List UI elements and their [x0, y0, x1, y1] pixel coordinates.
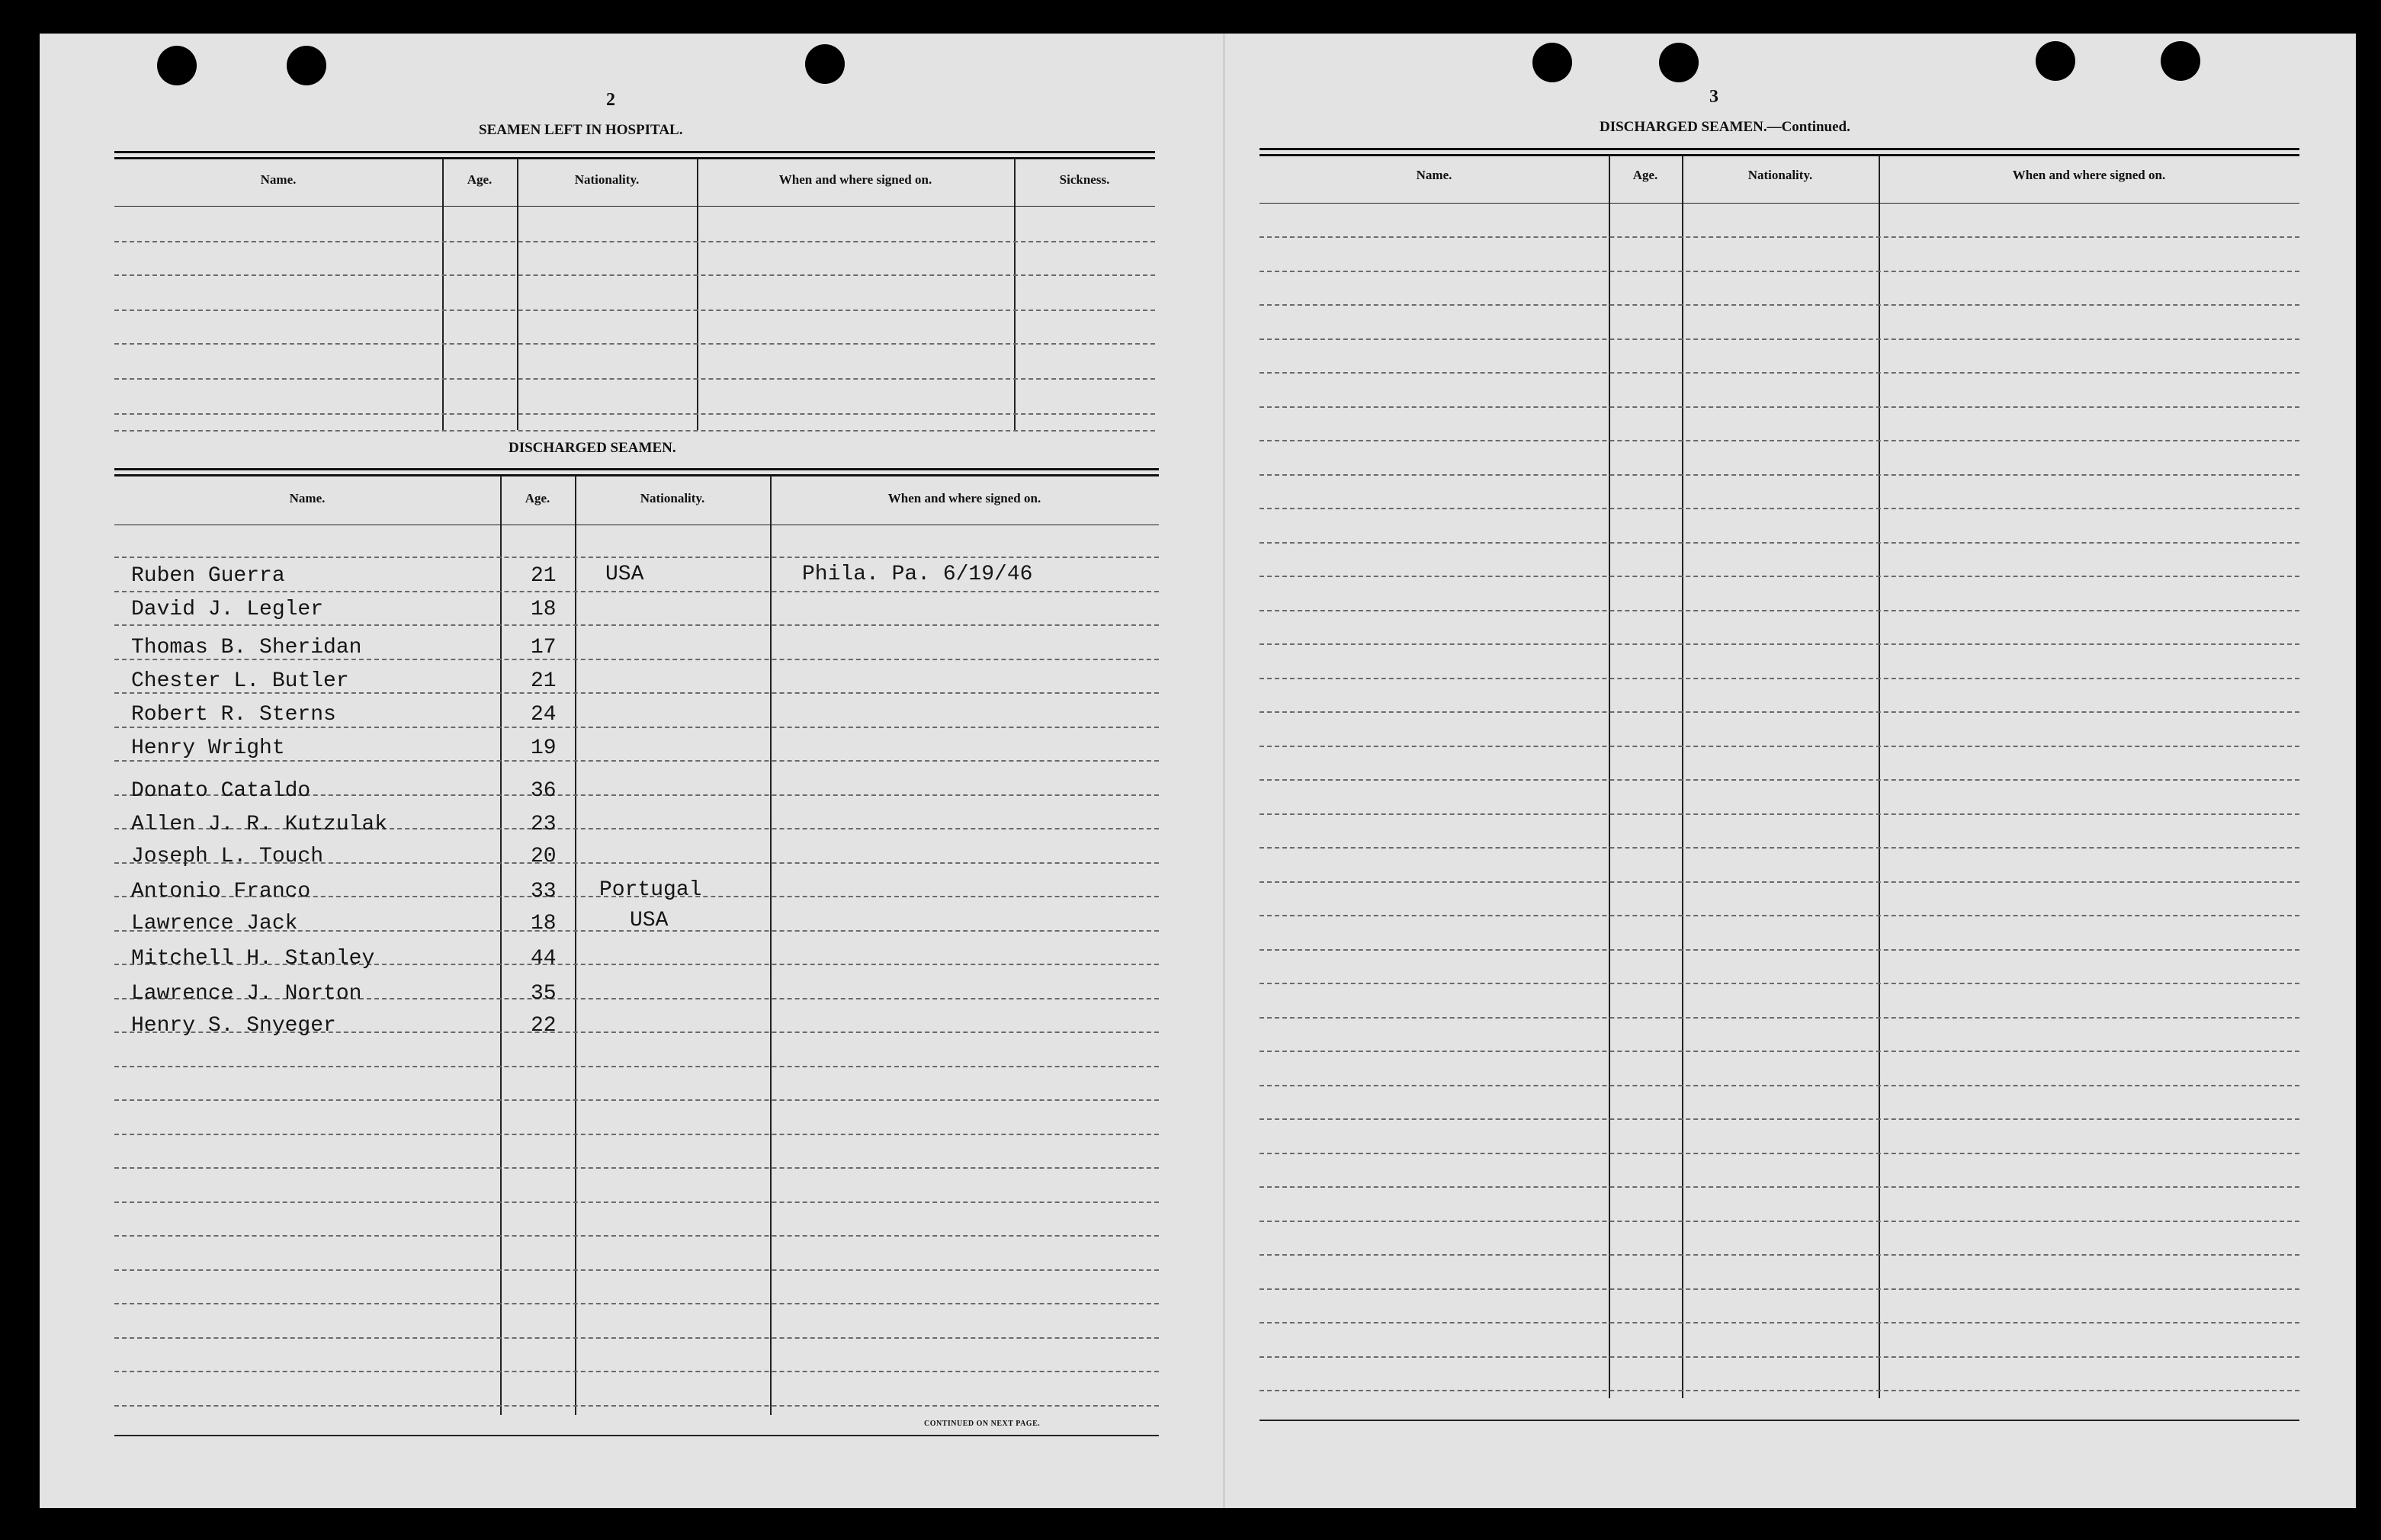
- ruled-line: [1259, 1153, 2299, 1154]
- ruled-line: [1259, 576, 2299, 577]
- seaman-age: 22: [531, 1014, 557, 1038]
- ruled-line: [1259, 711, 2299, 713]
- seaman-age: 35: [531, 982, 557, 1006]
- column-header: When and where signed on.: [2012, 168, 2166, 182]
- ruled-line: [114, 1167, 1159, 1169]
- ruled-line: [1259, 304, 2299, 306]
- seaman-nationality: Portugal: [599, 878, 702, 902]
- column-header: Name.: [1416, 168, 1452, 182]
- ruled-line: [114, 1066, 1159, 1067]
- ruled-line: [1259, 236, 2299, 238]
- ruled-line: [1259, 1221, 2299, 1222]
- continued-note: CONTINUED ON NEXT PAGE.: [924, 1420, 1041, 1428]
- ruled-line: [1259, 915, 2299, 916]
- binder-hole: [2036, 41, 2075, 81]
- seaman-age: 21: [531, 669, 557, 693]
- ruled-line: [1259, 1118, 2299, 1120]
- seaman-age: 18: [531, 912, 557, 935]
- ruled-line: [1259, 372, 2299, 374]
- center-fold: [1223, 34, 1225, 1508]
- seaman-age: 24: [531, 703, 557, 727]
- seaman-age: 19: [531, 736, 557, 760]
- hospital-section-title: SEAMEN LEFT IN HOSPITAL.: [479, 122, 683, 138]
- ruled-line: [114, 1371, 1159, 1372]
- ruled-line: [1259, 1356, 2299, 1358]
- seaman-signed-on: Phila. Pa. 6/19/46: [802, 563, 1033, 586]
- binder-hole: [1532, 43, 1572, 82]
- ruled-line: [1259, 406, 2299, 408]
- ruled-line: [114, 1134, 1159, 1135]
- binder-hole: [157, 46, 197, 85]
- ruled-line: [1259, 847, 2299, 849]
- seaman-name: Ruben Guerra: [131, 564, 285, 588]
- hospital-table: [114, 151, 1155, 459]
- seaman-name: Robert R. Sterns: [131, 703, 336, 727]
- ruled-line: [1259, 746, 2299, 747]
- ruled-line: [1259, 440, 2299, 441]
- ruled-line: [1259, 678, 2299, 679]
- scanned-document: [40, 34, 2356, 1508]
- ruled-line: [1259, 271, 2299, 272]
- ruled-line: [1259, 1186, 2299, 1188]
- column-header: Nationality.: [574, 172, 640, 187]
- seaman-name: Chester L. Butler: [131, 669, 349, 693]
- ruled-line: [1259, 881, 2299, 883]
- seaman-age: 21: [531, 564, 557, 588]
- ruled-line: [1259, 1085, 2299, 1086]
- ruled-line: [1259, 643, 2299, 645]
- column-header: Name.: [289, 491, 326, 505]
- seaman-nationality: USA: [605, 563, 644, 586]
- column-header: Name.: [260, 172, 297, 187]
- ruled-line: [114, 591, 1159, 592]
- seaman-name: Thomas B. Sheridan: [131, 636, 362, 659]
- seaman-name: Lawrence J. Norton: [131, 982, 362, 1006]
- ruled-line: [1259, 610, 2299, 611]
- ruled-line: [1259, 779, 2299, 781]
- binder-hole: [805, 44, 845, 84]
- ruled-line: [1259, 813, 2299, 815]
- ruled-line: [1259, 1288, 2299, 1290]
- ruled-line: [1259, 1322, 2299, 1323]
- ruled-line: [114, 760, 1159, 762]
- ruled-line: [114, 1099, 1159, 1101]
- column-header: Nationality.: [640, 491, 705, 505]
- seaman-name: Henry Wright: [131, 736, 285, 760]
- seaman-name: Donato Cataldo: [131, 779, 311, 803]
- seaman-nationality: USA: [630, 909, 669, 932]
- continued-section-title: DISCHARGED SEAMEN.—Continued.: [1600, 119, 1850, 135]
- column-header: Age.: [467, 172, 493, 187]
- seaman-age: 44: [531, 947, 557, 971]
- ruled-line: [114, 1269, 1159, 1271]
- ruled-line: [1259, 1051, 2299, 1052]
- column-header: Nationality.: [1747, 168, 1813, 182]
- seaman-age: 20: [531, 845, 557, 868]
- page-number: 2: [606, 90, 615, 110]
- ruled-line: [114, 557, 1159, 558]
- seaman-age: 17: [531, 636, 557, 659]
- column-header: When and where signed on.: [778, 172, 932, 187]
- seaman-age: 36: [531, 779, 557, 803]
- page-number: 3: [1709, 87, 1718, 107]
- discharged-table: [114, 468, 1159, 1461]
- column-header: Sickness.: [1059, 172, 1110, 187]
- ruled-line: [114, 1405, 1159, 1407]
- ruled-line: [1259, 1390, 2299, 1391]
- ruled-line: [114, 1235, 1159, 1237]
- ruled-line: [1259, 508, 2299, 509]
- column-header: When and where signed on.: [887, 491, 1041, 505]
- ruled-line: [1259, 338, 2299, 340]
- ruled-line: [1259, 542, 2299, 544]
- column-header: Age.: [525, 491, 550, 505]
- discharged-section-title: DISCHARGED SEAMEN.: [509, 440, 676, 456]
- seaman-name: Joseph L. Touch: [131, 845, 324, 868]
- binder-hole: [2161, 41, 2200, 81]
- ruled-line: [114, 1303, 1159, 1304]
- ruled-line: [1259, 983, 2299, 984]
- ruled-line: [1259, 1254, 2299, 1256]
- ruled-line: [114, 1337, 1159, 1339]
- binder-hole: [1659, 43, 1699, 82]
- seaman-name: Mitchell H. Stanley: [131, 947, 375, 971]
- seaman-name: David J. Legler: [131, 598, 324, 621]
- ruled-line: [114, 1202, 1159, 1203]
- binder-hole: [287, 46, 326, 85]
- ruled-line: [1259, 474, 2299, 476]
- seaman-name: Henry S. Snyeger: [131, 1014, 336, 1038]
- seaman-name: Antonio Franco: [131, 880, 311, 903]
- column-header: Age.: [1632, 168, 1658, 182]
- discharged-continued-table: [1259, 148, 2299, 1453]
- seaman-age: 18: [531, 598, 557, 621]
- ruled-line: [1259, 949, 2299, 951]
- seaman-name: Allen J. R. Kutzulak: [131, 813, 388, 836]
- seaman-name: Lawrence Jack: [131, 912, 298, 935]
- ruled-line: [114, 624, 1159, 626]
- seaman-age: 23: [531, 813, 557, 836]
- ruled-line: [1259, 1017, 2299, 1019]
- seaman-age: 33: [531, 880, 557, 903]
